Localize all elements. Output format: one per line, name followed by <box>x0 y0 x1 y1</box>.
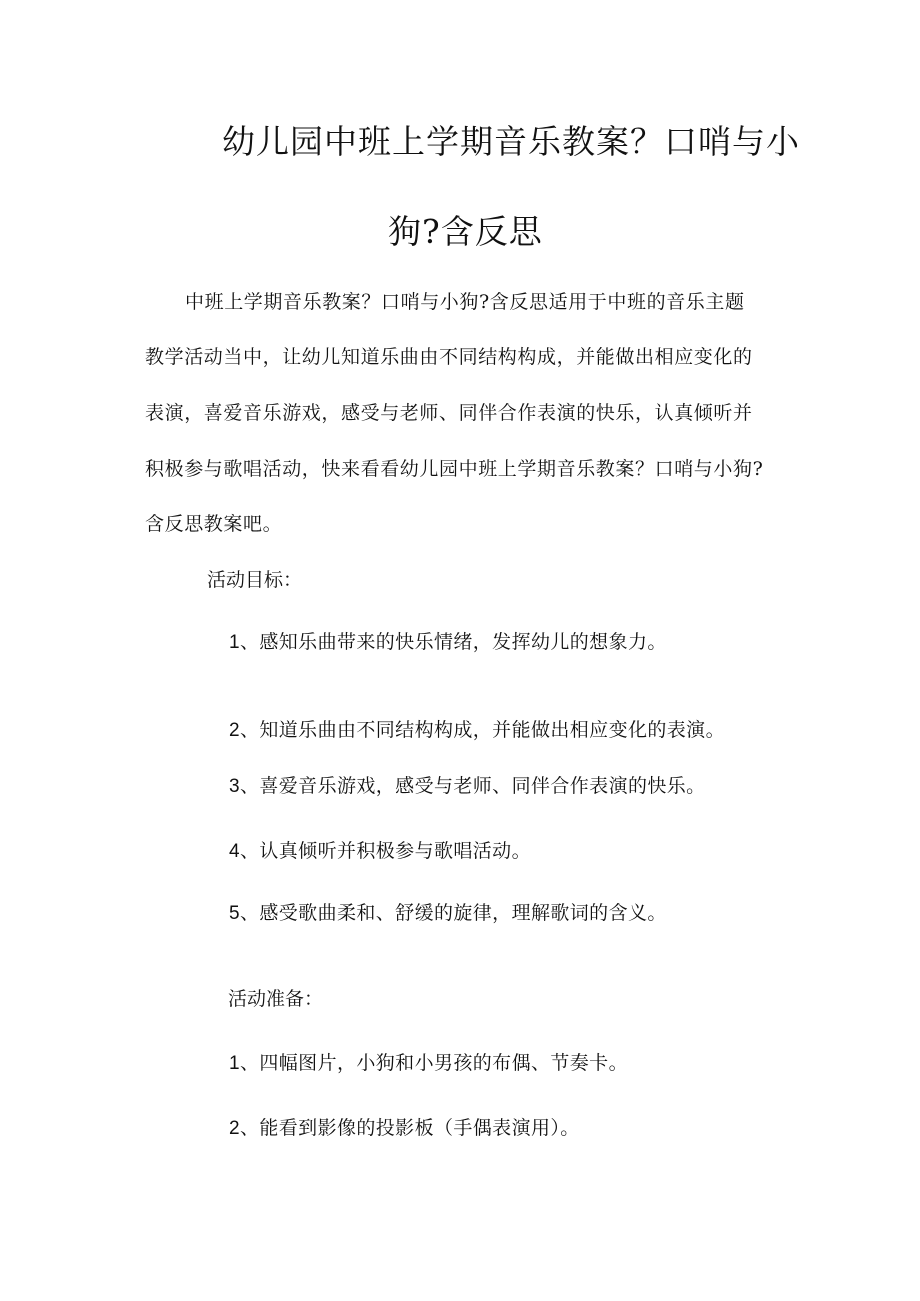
goal-number: 1 <box>229 632 240 653</box>
intro-paragraph-line: 中班上学期音乐教案？口哨与小狗?含反思适用于中班的音乐主题 <box>185 291 745 313</box>
goal-text: 、认真倾听并积极参与歌唱活动。 <box>239 840 531 862</box>
goal-number: 4 <box>229 841 240 862</box>
intro-paragraph-line: 表演，喜爱音乐游戏，感受与老师、同伴合作表演的快乐，认真倾听并 <box>145 402 753 424</box>
preparation-item <box>229 1050 628 1077</box>
document-title-line-2: 狗?含反思 <box>388 212 543 251</box>
goal-text: 、感受歌曲柔和、舒缓的旋律，理解歌词的含义。 <box>239 902 667 924</box>
preparation-number: 2 <box>229 1118 240 1139</box>
preparation-text: 、能看到影像的投影板（手偶表演用）。 <box>239 1117 580 1139</box>
goal-item <box>229 773 706 800</box>
goal-number: 3 <box>229 776 240 797</box>
intro-paragraph-line: 教学活动当中，让幼儿知道乐曲由不同结构构成，并能做出相应变化的 <box>145 346 753 368</box>
preparation-text: 、四幅图片，小狗和小男孩的布偶、节奏卡。 <box>239 1052 628 1074</box>
goal-number: 5 <box>229 903 240 924</box>
goals-heading: 活动目标： <box>207 569 303 591</box>
preparation-item <box>229 1115 580 1142</box>
goal-item <box>229 900 667 927</box>
goal-text: 、感知乐曲带来的快乐情绪，发挥幼儿的想象力。 <box>239 631 667 653</box>
intro-paragraph-line: 积极参与歌唱活动，快来看看幼儿园中班上学期音乐教案？口哨与小狗? <box>145 458 764 480</box>
goal-item <box>229 717 725 744</box>
goal-text: 、喜爱音乐游戏，感受与老师、同伴合作表演的快乐。 <box>239 775 706 797</box>
document-title-line-1: 幼儿园中班上学期音乐教案？口哨与小 <box>222 122 800 161</box>
preparation-heading: 活动准备： <box>228 988 324 1010</box>
goal-item <box>229 629 667 656</box>
goal-text: 、知道乐曲由不同结构构成，并能做出相应变化的表演。 <box>239 719 725 741</box>
goal-item <box>229 838 531 865</box>
goal-number: 2 <box>229 720 240 741</box>
preparation-number: 1 <box>229 1053 240 1074</box>
intro-paragraph-line: 含反思教案吧。 <box>145 513 283 535</box>
